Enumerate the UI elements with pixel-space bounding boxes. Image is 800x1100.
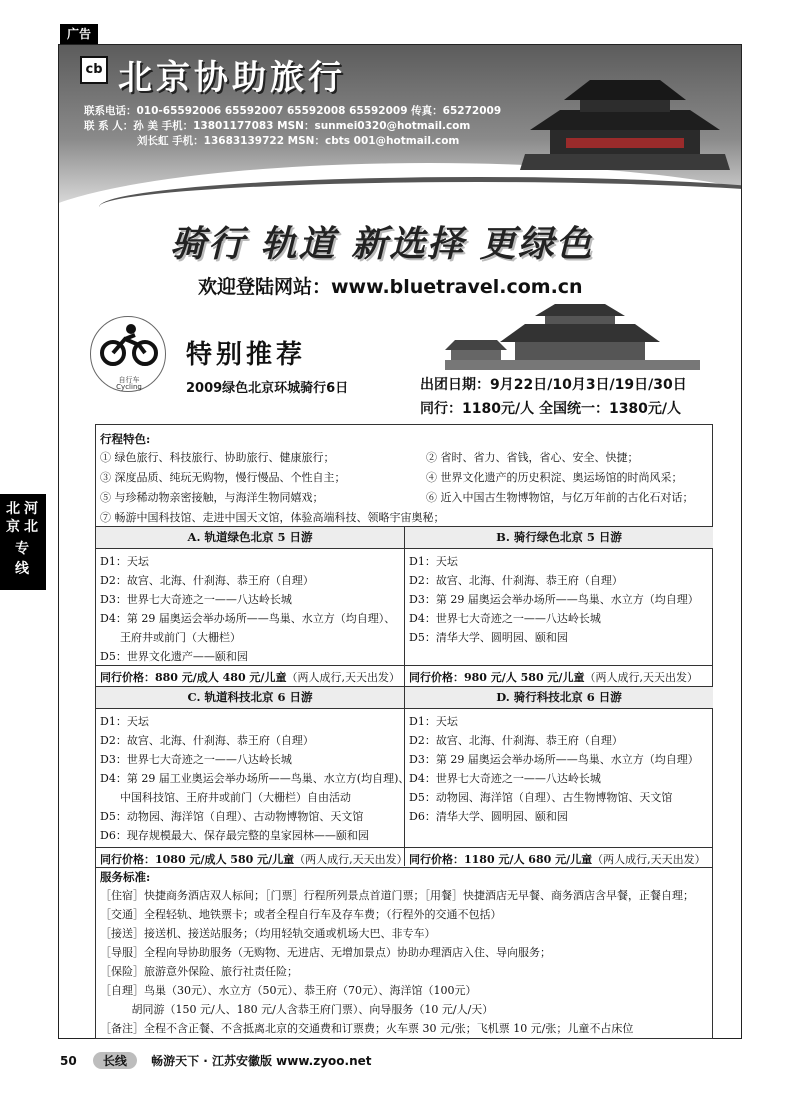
package-d-price: 同行价格：1180 元/人 680 元/儿童（两人成行,天天出发） xyxy=(409,853,706,866)
package-b-day: D4：世界七大奇迹之一——八达岭长城 xyxy=(409,612,601,625)
package-a-day: D4：第 29 届奥运会举办场所——鸟巢、水立方（均自理）、 xyxy=(100,612,396,625)
side-tab-char: 河 xyxy=(24,501,38,517)
contact-person-1: 联 系 人：孙 美 手机：13801177083 MSN：sunmei0320@hotmail.com xyxy=(84,120,471,132)
package-d-day: D5：动物园、海洋馆（自理）、古生物博物馆、天文馆 xyxy=(409,791,673,804)
standard-item: ［接送］接送机、接送站服务；（均用轻轨交通或机场大巴、非专车） xyxy=(100,927,436,940)
cycling-logo-cn: 自行车 xyxy=(118,376,140,384)
special-title: 特别推荐 xyxy=(186,340,307,370)
package-c-title: C. 轨道科技北京 6 日游 xyxy=(96,687,404,708)
package-b-day: D5：清华大学、圆明园、颐和园 xyxy=(409,631,568,644)
side-tab-char: 专 xyxy=(15,541,29,557)
package-a-day: D5：世界文化遗产——颐和园 xyxy=(100,650,248,663)
divider xyxy=(96,847,712,848)
feature-item: ① 绿色旅行、科技旅行、协助旅行、健康旅行； xyxy=(100,451,335,464)
package-c-day: D5：动物园、海洋馆（自理）、古动物博物馆、天文馆 xyxy=(100,810,364,823)
package-d-day: D6：清华大学、圆明园、颐和园 xyxy=(409,810,568,823)
cycling-logo xyxy=(90,316,166,392)
special-dates: 出团日期：9月22日/10月3日/19日/30日 xyxy=(420,377,687,393)
contact-phone: 联系电话：010-65592006 65592007 65592008 65592009 传真：65272009 xyxy=(84,105,502,117)
divider xyxy=(96,548,712,549)
package-a-title: A. 轨道绿色北京 5 日游 xyxy=(96,527,404,548)
cycling-logo-en: Cycling xyxy=(116,383,142,391)
package-c-day: D6：现存规模最大、保存最完整的皇家园林——颐和园 xyxy=(100,829,369,842)
side-tab-char: 北 xyxy=(24,519,38,535)
section-pill: 长线 xyxy=(93,1052,137,1069)
standard-item: ［自理］鸟巢（30元）、水立方（50元）、恭王府（70元）、海洋馆（100元） xyxy=(100,984,477,997)
itinerary-box xyxy=(95,424,713,1039)
divider xyxy=(96,867,712,868)
package-b-title: B. 骑行绿色北京 5 日游 xyxy=(405,527,713,548)
side-section-tab xyxy=(0,494,46,590)
feature-item: ③ 深度品质、纯玩无购物，慢行慢品、个性自主； xyxy=(100,471,346,484)
side-tab-char: 线 xyxy=(15,561,29,577)
package-d-title: D. 骑行科技北京 6 日游 xyxy=(405,687,713,708)
feature-item: ⑤ 与珍稀动物亲密接触，与海洋生物同嬉戏； xyxy=(100,491,324,504)
standard-item: ［备注］全程不含正餐、不含抵离北京的交通费和订票费；火车票 30 元/张；飞机票 10 元/张；儿童不占床位 xyxy=(100,1022,634,1035)
package-a-day: 王府井或前门（大栅栏） xyxy=(120,631,241,644)
feature-item: ⑦ 畅游中国科技馆、走进中国天文馆，体验高端科技、领略宇宙奥秘； xyxy=(100,511,445,524)
feature-item: ⑥ 近入中国古生物博物馆，与亿万年前的古化石对话； xyxy=(426,491,694,504)
special-prices: 同行：1180元/人 全国统一：1380元/人 xyxy=(420,401,682,417)
package-c-day: D1：天坛 xyxy=(100,715,149,728)
package-a-price: 同行价格：880 元/成人 480 元/儿童（两人成行,天天出发） xyxy=(100,671,400,684)
footer xyxy=(60,1052,372,1069)
package-d-day: D1：天坛 xyxy=(409,715,458,728)
divider xyxy=(96,665,712,666)
standards-title: 服务标准: xyxy=(100,870,151,884)
package-b-day: D1：天坛 xyxy=(409,555,458,568)
package-c-price: 同行价格：1080 元/成人 580 元/儿童（两人成行,天天出发） xyxy=(100,853,408,866)
publication-name: 畅游天下 · 江苏安徽版 www.zyoo.net xyxy=(151,1054,372,1068)
ad-tag: 广告 xyxy=(60,24,98,44)
divider xyxy=(96,708,712,709)
feature-item: ④ 世界文化遗产的历史积淀、奥运场馆的时尚风采； xyxy=(426,471,683,484)
feature-item: ② 省时、省力、省钱，省心、安全、快捷； xyxy=(426,451,639,464)
palace-illustration xyxy=(510,58,740,178)
side-tab-char: 京 xyxy=(6,519,20,535)
package-d-day: D4：世界七大奇迹之一——八达岭长城 xyxy=(409,772,601,785)
contact-person-2: 刘长虹 手机：13683139722 MSN：cbts 001@hotmail.com xyxy=(137,135,460,147)
standard-item: 胡同游（150 元/人、180 元/人含恭王府门票）、向导服务（10 元/人/天） xyxy=(100,1003,494,1016)
page-number: 50 xyxy=(60,1054,77,1068)
package-c-day: 中国科技馆、王府井或前门（大栅栏）自由活动 xyxy=(120,791,351,804)
company-logo-icon: cb xyxy=(80,56,108,84)
package-d-day: D2：故宫、北海、什刹海、恭王府（自理） xyxy=(409,734,623,747)
package-c-day: D4：第 29 届工业奥运会举办场所——鸟巢、水立方(均自理)、 xyxy=(100,772,410,785)
website[interactable]: 欢迎登陆网站：www.bluetravel.com.cn xyxy=(198,276,583,298)
company-name: 北京协助旅行 xyxy=(118,58,346,98)
package-b-day: D2：故宫、北海、什刹海、恭王府（自理） xyxy=(409,574,623,587)
standard-item: ［导服］全程向导协助服务（无购物、无进店、无增加景点）协助办理酒店入住、导向服务； xyxy=(100,946,551,959)
standard-item: ［交通］全程轻轨、地铁票卡；或者全程自行车及存车费；（行程外的交通不包括） xyxy=(100,908,502,921)
package-a-day: D3：世界七大奇迹之一——八达岭长城 xyxy=(100,593,292,606)
side-tab-char: 北 xyxy=(6,501,20,517)
package-b-day: D3：第 29 届奥运会举办场所——鸟巢、水立方（均自理） xyxy=(409,593,699,606)
special-tour-name: 2009绿色北京环城骑行6日 xyxy=(186,381,349,396)
package-a-day: D2：故宫、北海、什刹海、恭王府（自理） xyxy=(100,574,314,587)
bicycle-icon xyxy=(91,317,167,373)
package-d-day: D3：第 29 届奥运会举办场所——鸟巢、水立方（均自理） xyxy=(409,753,699,766)
standard-item: ［保险］旅游意外保险、旅行社责任险； xyxy=(100,965,298,978)
features-title: 行程特色: xyxy=(100,432,151,446)
package-a-day: D1：天坛 xyxy=(100,555,149,568)
standard-item: ［住宿］快捷商务酒店双人标间；［门票］行程所列景点首道门票；［用餐］快捷酒店无早餐、商务酒店含早餐，正餐自理； xyxy=(100,889,694,902)
slogan: 骑行 轨道 新选择 更绿色 xyxy=(170,224,594,265)
package-c-day: D2：故宫、北海、什刹海、恭王府（自理） xyxy=(100,734,314,747)
package-c-day: D3：世界七大奇迹之一——八达岭长城 xyxy=(100,753,292,766)
package-b-price: 同行价格：980 元/人 580 元/儿童（两人成行,天天出发） xyxy=(409,671,698,684)
palace-illustration-2 xyxy=(445,302,700,372)
